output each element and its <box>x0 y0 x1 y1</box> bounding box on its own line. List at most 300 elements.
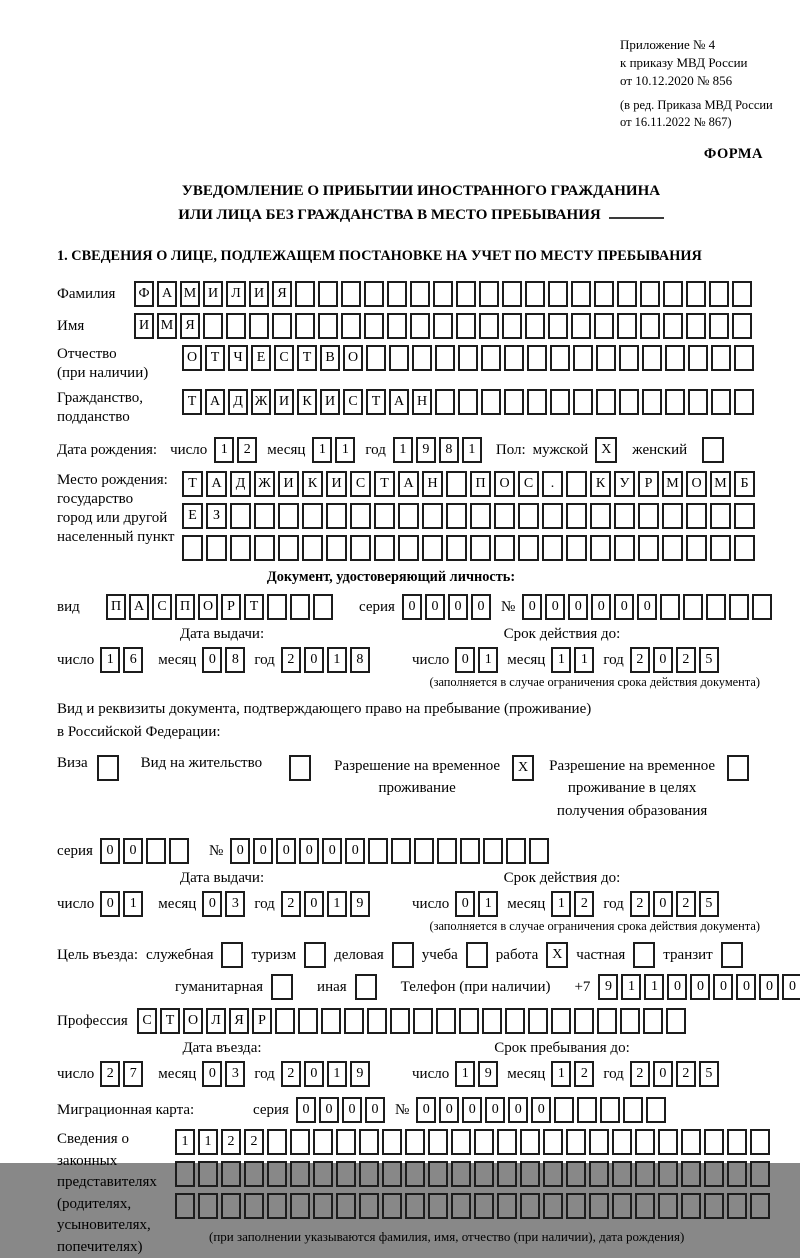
form-cell[interactable] <box>428 1129 448 1155</box>
form-cell[interactable] <box>146 838 166 864</box>
form-cell[interactable] <box>278 503 299 529</box>
form-cell[interactable] <box>638 503 659 529</box>
form-cell[interactable]: Т <box>374 471 395 497</box>
form-cell[interactable]: 8 <box>350 647 370 673</box>
form-cell[interactable] <box>254 535 275 561</box>
form-cell[interactable]: . <box>542 471 563 497</box>
form-cell[interactable] <box>230 535 251 561</box>
form-cell[interactable] <box>686 535 707 561</box>
form-cell[interactable] <box>686 503 707 529</box>
form-cell[interactable]: 7 <box>123 1061 143 1087</box>
form-cell[interactable] <box>518 503 539 529</box>
form-cell[interactable]: 0 <box>123 838 143 864</box>
purpose-business-checkbox[interactable] <box>392 942 414 968</box>
form-cell[interactable] <box>390 1008 410 1034</box>
form-cell[interactable]: Е <box>182 503 203 529</box>
visa-checkbox[interactable] <box>97 755 119 781</box>
form-cell[interactable] <box>635 1129 655 1155</box>
form-cell[interactable] <box>752 594 772 620</box>
form-cell[interactable]: С <box>137 1008 157 1034</box>
form-cell[interactable] <box>387 313 407 339</box>
form-cell[interactable] <box>635 1193 655 1219</box>
form-cell[interactable] <box>589 1129 609 1155</box>
form-cell[interactable] <box>734 389 754 415</box>
form-cell[interactable]: 0 <box>690 974 710 1000</box>
form-cell[interactable]: 2 <box>630 647 650 673</box>
form-cell[interactable]: 0 <box>591 594 611 620</box>
form-cell[interactable] <box>203 313 223 339</box>
form-cell[interactable] <box>456 281 476 307</box>
form-cell[interactable] <box>642 345 662 371</box>
form-cell[interactable]: Я <box>229 1008 249 1034</box>
form-cell[interactable] <box>364 281 384 307</box>
form-cell[interactable] <box>374 535 395 561</box>
purpose-other-checkbox[interactable] <box>355 974 377 1000</box>
form-cell[interactable] <box>410 313 430 339</box>
form-cell[interactable]: 2 <box>281 647 301 673</box>
form-cell[interactable]: 2 <box>281 891 301 917</box>
form-cell[interactable]: О <box>343 345 363 371</box>
form-cell[interactable] <box>734 503 755 529</box>
form-cell[interactable] <box>727 1193 747 1219</box>
form-cell[interactable]: 6 <box>123 647 143 673</box>
purpose-official-checkbox[interactable] <box>221 942 243 968</box>
form-cell[interactable]: 0 <box>667 974 687 1000</box>
form-cell[interactable] <box>458 345 478 371</box>
form-cell[interactable] <box>433 281 453 307</box>
form-cell[interactable] <box>359 1193 379 1219</box>
form-cell[interactable] <box>230 503 251 529</box>
form-cell[interactable]: Т <box>182 471 203 497</box>
form-cell[interactable] <box>350 535 371 561</box>
purpose-tourism-checkbox[interactable] <box>304 942 326 968</box>
form-cell[interactable]: М <box>157 313 177 339</box>
form-cell[interactable]: С <box>274 345 294 371</box>
form-cell[interactable] <box>474 1161 494 1187</box>
form-cell[interactable] <box>614 503 635 529</box>
temp-residence-checkbox[interactable]: X <box>512 755 534 781</box>
form-cell[interactable]: О <box>183 1008 203 1034</box>
form-cell[interactable] <box>612 1193 632 1219</box>
form-cell[interactable] <box>525 313 545 339</box>
form-cell[interactable] <box>732 281 752 307</box>
form-cell[interactable] <box>566 535 587 561</box>
form-cell[interactable]: Т <box>297 345 317 371</box>
form-cell[interactable] <box>612 1161 632 1187</box>
form-cell[interactable] <box>527 389 547 415</box>
form-cell[interactable]: 2 <box>281 1061 301 1087</box>
form-cell[interactable] <box>548 281 568 307</box>
form-cell[interactable]: А <box>398 471 419 497</box>
form-cell[interactable] <box>520 1129 540 1155</box>
form-cell[interactable]: 0 <box>299 838 319 864</box>
form-cell[interactable] <box>470 503 491 529</box>
form-cell[interactable]: О <box>686 471 707 497</box>
form-cell[interactable]: 0 <box>508 1097 528 1123</box>
form-cell[interactable] <box>729 594 749 620</box>
form-cell[interactable]: Т <box>160 1008 180 1034</box>
form-cell[interactable] <box>398 503 419 529</box>
form-cell[interactable] <box>543 1193 563 1219</box>
form-cell[interactable]: 2 <box>221 1129 241 1155</box>
form-cell[interactable]: И <box>274 389 294 415</box>
form-cell[interactable] <box>704 1129 724 1155</box>
form-cell[interactable]: 0 <box>653 891 673 917</box>
form-cell[interactable]: 2 <box>244 1129 264 1155</box>
form-cell[interactable] <box>318 313 338 339</box>
form-cell[interactable]: С <box>350 471 371 497</box>
form-cell[interactable] <box>198 1193 218 1219</box>
form-cell[interactable] <box>505 1008 525 1034</box>
form-cell[interactable] <box>660 594 680 620</box>
purpose-work-checkbox[interactable]: X <box>546 942 568 968</box>
form-cell[interactable]: П <box>175 594 195 620</box>
form-cell[interactable] <box>574 1008 594 1034</box>
form-cell[interactable] <box>666 1008 686 1034</box>
form-cell[interactable]: 0 <box>342 1097 362 1123</box>
form-cell[interactable] <box>470 535 491 561</box>
form-cell[interactable] <box>573 389 593 415</box>
form-cell[interactable] <box>663 281 683 307</box>
form-cell[interactable] <box>506 838 526 864</box>
form-cell[interactable] <box>542 503 563 529</box>
form-cell[interactable]: 0 <box>522 594 542 620</box>
form-cell[interactable]: 5 <box>699 647 719 673</box>
form-cell[interactable] <box>313 1129 333 1155</box>
form-cell[interactable]: 0 <box>276 838 296 864</box>
form-cell[interactable]: 0 <box>304 1061 324 1087</box>
form-cell[interactable]: 1 <box>327 647 347 673</box>
form-cell[interactable]: 2 <box>574 1061 594 1087</box>
form-cell[interactable] <box>548 313 568 339</box>
form-cell[interactable] <box>341 281 361 307</box>
form-cell[interactable]: 0 <box>202 647 222 673</box>
form-cell[interactable]: Я <box>180 313 200 339</box>
form-cell[interactable] <box>460 838 480 864</box>
form-cell[interactable] <box>336 1193 356 1219</box>
form-cell[interactable] <box>573 345 593 371</box>
form-cell[interactable]: 1 <box>551 647 571 673</box>
form-cell[interactable] <box>658 1161 678 1187</box>
form-cell[interactable]: У <box>614 471 635 497</box>
form-cell[interactable] <box>594 313 614 339</box>
form-cell[interactable] <box>326 535 347 561</box>
form-cell[interactable] <box>446 503 467 529</box>
form-cell[interactable]: 0 <box>253 838 273 864</box>
form-cell[interactable] <box>405 1193 425 1219</box>
form-cell[interactable] <box>387 281 407 307</box>
form-cell[interactable] <box>635 1161 655 1187</box>
form-cell[interactable]: 3 <box>225 1061 245 1087</box>
form-cell[interactable]: 2 <box>630 1061 650 1087</box>
form-cell[interactable] <box>528 1008 548 1034</box>
form-cell[interactable] <box>704 1161 724 1187</box>
form-cell[interactable]: 0 <box>614 594 634 620</box>
form-cell[interactable]: Н <box>412 389 432 415</box>
form-cell[interactable] <box>620 1008 640 1034</box>
form-cell[interactable] <box>542 535 563 561</box>
form-cell[interactable]: А <box>389 389 409 415</box>
form-cell[interactable] <box>709 313 729 339</box>
form-cell[interactable] <box>566 1161 586 1187</box>
form-cell[interactable]: 0 <box>531 1097 551 1123</box>
form-cell[interactable] <box>596 345 616 371</box>
form-cell[interactable]: А <box>157 281 177 307</box>
purpose-study-checkbox[interactable] <box>466 942 488 968</box>
form-cell[interactable] <box>428 1161 448 1187</box>
form-cell[interactable] <box>596 389 616 415</box>
form-cell[interactable] <box>290 1129 310 1155</box>
form-cell[interactable]: И <box>203 281 223 307</box>
form-cell[interactable]: Р <box>221 594 241 620</box>
form-cell[interactable]: 0 <box>345 838 365 864</box>
form-cell[interactable] <box>382 1161 402 1187</box>
form-cell[interactable]: З <box>206 503 227 529</box>
form-cell[interactable]: 0 <box>304 891 324 917</box>
form-cell[interactable] <box>600 1097 620 1123</box>
form-cell[interactable] <box>267 1129 287 1155</box>
form-cell[interactable] <box>267 594 287 620</box>
form-cell[interactable] <box>497 1161 517 1187</box>
form-cell[interactable] <box>686 281 706 307</box>
form-cell[interactable] <box>344 1008 364 1034</box>
form-cell[interactable]: И <box>134 313 154 339</box>
form-cell[interactable] <box>437 838 457 864</box>
form-cell[interactable]: 9 <box>416 437 436 463</box>
form-cell[interactable] <box>389 345 409 371</box>
form-cell[interactable] <box>727 1129 747 1155</box>
form-cell[interactable] <box>551 1008 571 1034</box>
form-cell[interactable] <box>458 389 478 415</box>
form-cell[interactable] <box>341 313 361 339</box>
form-cell[interactable] <box>681 1129 701 1155</box>
form-cell[interactable] <box>290 1161 310 1187</box>
form-cell[interactable]: 0 <box>471 594 491 620</box>
form-cell[interactable]: 1 <box>478 647 498 673</box>
form-cell[interactable]: 1 <box>462 437 482 463</box>
form-cell[interactable]: Н <box>422 471 443 497</box>
form-cell[interactable] <box>665 389 685 415</box>
form-cell[interactable] <box>646 1097 666 1123</box>
form-cell[interactable] <box>706 594 726 620</box>
form-cell[interactable]: О <box>198 594 218 620</box>
form-cell[interactable]: С <box>152 594 172 620</box>
form-cell[interactable]: К <box>302 471 323 497</box>
form-cell[interactable] <box>520 1161 540 1187</box>
form-cell[interactable] <box>267 1161 287 1187</box>
form-cell[interactable]: 0 <box>202 1061 222 1087</box>
form-cell[interactable] <box>658 1129 678 1155</box>
form-cell[interactable] <box>525 281 545 307</box>
form-cell[interactable] <box>638 535 659 561</box>
form-cell[interactable]: 2 <box>630 891 650 917</box>
purpose-private-checkbox[interactable] <box>633 942 655 968</box>
form-cell[interactable] <box>750 1161 770 1187</box>
form-cell[interactable] <box>336 1129 356 1155</box>
form-cell[interactable]: А <box>205 389 225 415</box>
form-cell[interactable]: Ч <box>228 345 248 371</box>
form-cell[interactable] <box>456 313 476 339</box>
form-cell[interactable]: Ф <box>134 281 154 307</box>
form-cell[interactable]: 0 <box>202 891 222 917</box>
form-cell[interactable] <box>298 1008 318 1034</box>
form-cell[interactable] <box>590 535 611 561</box>
form-cell[interactable]: А <box>129 594 149 620</box>
form-cell[interactable]: 0 <box>322 838 342 864</box>
form-cell[interactable]: Ж <box>254 471 275 497</box>
form-cell[interactable] <box>226 313 246 339</box>
form-cell[interactable] <box>710 503 731 529</box>
form-cell[interactable] <box>481 389 501 415</box>
form-cell[interactable] <box>249 313 269 339</box>
form-cell[interactable] <box>366 345 386 371</box>
form-cell[interactable] <box>275 1008 295 1034</box>
form-cell[interactable] <box>483 838 503 864</box>
form-cell[interactable]: 1 <box>621 974 641 1000</box>
form-cell[interactable] <box>295 313 315 339</box>
form-cell[interactable]: 9 <box>598 974 618 1000</box>
form-cell[interactable]: 8 <box>439 437 459 463</box>
form-cell[interactable] <box>750 1193 770 1219</box>
form-cell[interactable]: 1 <box>335 437 355 463</box>
form-cell[interactable] <box>497 1193 517 1219</box>
form-cell[interactable] <box>398 535 419 561</box>
temp-residence-education-checkbox[interactable] <box>727 755 749 781</box>
form-cell[interactable]: К <box>297 389 317 415</box>
form-cell[interactable] <box>550 345 570 371</box>
form-cell[interactable]: 0 <box>568 594 588 620</box>
form-cell[interactable]: 2 <box>237 437 257 463</box>
form-cell[interactable]: Л <box>206 1008 226 1034</box>
form-cell[interactable] <box>688 345 708 371</box>
form-cell[interactable] <box>665 345 685 371</box>
form-cell[interactable]: 0 <box>100 891 120 917</box>
form-cell[interactable]: М <box>180 281 200 307</box>
form-cell[interactable]: 0 <box>402 594 422 620</box>
form-cell[interactable]: А <box>206 471 227 497</box>
form-cell[interactable] <box>623 1097 643 1123</box>
form-cell[interactable] <box>382 1193 402 1219</box>
form-cell[interactable] <box>612 1129 632 1155</box>
form-cell[interactable]: 0 <box>759 974 779 1000</box>
form-cell[interactable]: 0 <box>439 1097 459 1123</box>
form-cell[interactable] <box>589 1193 609 1219</box>
form-cell[interactable] <box>727 1161 747 1187</box>
form-cell[interactable] <box>663 313 683 339</box>
purpose-transit-checkbox[interactable] <box>721 942 743 968</box>
form-cell[interactable] <box>405 1129 425 1155</box>
form-cell[interactable] <box>413 1008 433 1034</box>
form-cell[interactable] <box>474 1193 494 1219</box>
form-cell[interactable] <box>662 535 683 561</box>
form-cell[interactable] <box>494 503 515 529</box>
form-cell[interactable] <box>640 281 660 307</box>
form-cell[interactable] <box>642 389 662 415</box>
form-cell[interactable] <box>221 1193 241 1219</box>
form-cell[interactable] <box>428 1193 448 1219</box>
form-cell[interactable] <box>502 281 522 307</box>
form-cell[interactable]: 2 <box>574 891 594 917</box>
form-cell[interactable] <box>566 1193 586 1219</box>
form-cell[interactable] <box>543 1129 563 1155</box>
residence-permit-checkbox[interactable] <box>289 755 311 781</box>
form-cell[interactable] <box>326 503 347 529</box>
form-cell[interactable] <box>422 535 443 561</box>
form-cell[interactable] <box>527 345 547 371</box>
male-checkbox[interactable]: X <box>595 437 617 463</box>
form-cell[interactable]: 1 <box>123 891 143 917</box>
form-cell[interactable] <box>313 1193 333 1219</box>
form-cell[interactable] <box>529 838 549 864</box>
form-cell[interactable] <box>750 1129 770 1155</box>
form-cell[interactable]: 0 <box>713 974 733 1000</box>
form-cell[interactable]: И <box>249 281 269 307</box>
form-cell[interactable]: Ж <box>251 389 271 415</box>
form-cell[interactable] <box>206 535 227 561</box>
form-cell[interactable]: 5 <box>699 1061 719 1087</box>
form-cell[interactable]: 2 <box>676 1061 696 1087</box>
form-cell[interactable] <box>313 594 333 620</box>
form-cell[interactable] <box>359 1161 379 1187</box>
form-cell[interactable]: Я <box>272 281 292 307</box>
form-cell[interactable]: 0 <box>736 974 756 1000</box>
form-cell[interactable] <box>290 1193 310 1219</box>
form-cell[interactable] <box>382 1129 402 1155</box>
form-cell[interactable]: И <box>326 471 347 497</box>
form-cell[interactable] <box>433 313 453 339</box>
form-cell[interactable] <box>494 535 515 561</box>
form-cell[interactable]: Т <box>244 594 264 620</box>
form-cell[interactable] <box>481 345 501 371</box>
form-cell[interactable] <box>617 313 637 339</box>
form-cell[interactable] <box>336 1161 356 1187</box>
form-cell[interactable] <box>244 1193 264 1219</box>
form-cell[interactable] <box>502 313 522 339</box>
form-cell[interactable] <box>566 1129 586 1155</box>
form-cell[interactable]: О <box>182 345 202 371</box>
form-cell[interactable] <box>577 1097 597 1123</box>
form-cell[interactable] <box>221 1161 241 1187</box>
form-cell[interactable] <box>543 1161 563 1187</box>
form-cell[interactable]: 0 <box>319 1097 339 1123</box>
form-cell[interactable]: 0 <box>296 1097 316 1123</box>
form-cell[interactable]: 2 <box>676 647 696 673</box>
form-cell[interactable] <box>710 535 731 561</box>
form-cell[interactable] <box>704 1193 724 1219</box>
form-cell[interactable]: С <box>343 389 363 415</box>
form-cell[interactable]: 0 <box>230 838 250 864</box>
form-cell[interactable]: 9 <box>350 1061 370 1087</box>
form-cell[interactable] <box>732 313 752 339</box>
form-cell[interactable]: 1 <box>393 437 413 463</box>
form-cell[interactable]: 8 <box>225 647 245 673</box>
form-cell[interactable] <box>459 1008 479 1034</box>
form-cell[interactable] <box>619 389 639 415</box>
form-cell[interactable] <box>175 1193 195 1219</box>
form-cell[interactable]: М <box>662 471 683 497</box>
form-cell[interactable] <box>614 535 635 561</box>
form-cell[interactable]: 0 <box>545 594 565 620</box>
form-cell[interactable]: 0 <box>365 1097 385 1123</box>
form-cell[interactable]: 1 <box>175 1129 195 1155</box>
form-cell[interactable] <box>451 1129 471 1155</box>
form-cell[interactable]: Р <box>638 471 659 497</box>
form-cell[interactable]: Р <box>252 1008 272 1034</box>
form-cell[interactable]: П <box>106 594 126 620</box>
form-cell[interactable]: 1 <box>551 891 571 917</box>
form-cell[interactable] <box>350 503 371 529</box>
form-cell[interactable] <box>446 471 467 497</box>
